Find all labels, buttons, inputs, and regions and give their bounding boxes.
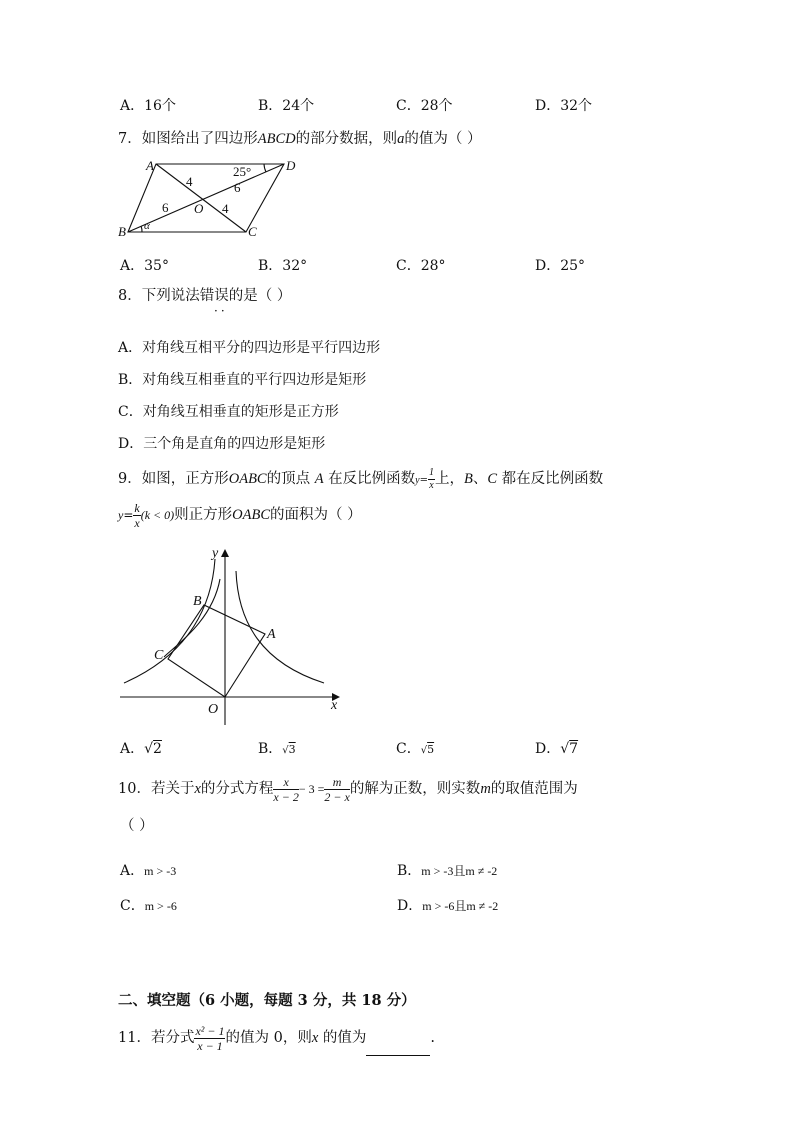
- q10-fraction-right: $\frac{m}{2 - x}$: [324, 774, 350, 804]
- q11-fraction: $\frac{\text{x² − 1}}{x - 1}$: [195, 1023, 225, 1053]
- q9-func2-fraction: $\frac{k}{x}$: [134, 500, 140, 530]
- q7-option-a[interactable]: A．35°: [120, 258, 169, 274]
- q6-option-b[interactable]: B．24个: [258, 98, 315, 114]
- q7-stem: 7．如图给出了四边形ABCD的部分数据，则a的值为（ ）: [118, 131, 482, 147]
- q9-curve-second-quadrant-inner: [164, 579, 220, 657]
- q9-label-y: y: [212, 546, 219, 561]
- q10-stem: 10．若关于x的分式方程 $\frac{x}{x - 2}$ − 3 = $\frac{m}{2 - x}$ 的解为正数，则实数m的取值范围为: [118, 774, 578, 804]
- q11-answer-blank[interactable]: [366, 1041, 430, 1056]
- sqrt-symbol-icon: √: [144, 741, 154, 757]
- q8-option-b[interactable]: B．对角线互相垂直的平行四边形是矩形: [118, 372, 367, 388]
- q8-stem: 8．下列说法错误的是（ ）: [118, 288, 292, 304]
- q7-parallelogram-figure: [112, 156, 297, 241]
- q7-seg-oc: 4: [222, 201, 229, 216]
- q9-option-b[interactable]: B．√3: [258, 741, 296, 757]
- q10-option-d[interactable]: D．m > -6且m ≠ -2: [397, 898, 499, 914]
- q8-option-a[interactable]: A．对角线互相平分的四边形是平行四边形: [118, 340, 381, 356]
- q9-label-c: C: [154, 648, 164, 663]
- q7-label-a: A: [146, 158, 154, 173]
- q9-label-x: x: [331, 698, 338, 713]
- q7-label-b: B: [118, 224, 126, 239]
- q9-square-oabc: [168, 605, 265, 697]
- q9-label-b: B: [193, 594, 202, 609]
- sqrt-symbol-icon: √: [560, 741, 570, 757]
- q7-seg-od: 6: [234, 180, 241, 195]
- q9-option-a[interactable]: A．√2: [120, 741, 162, 757]
- q9-option-d[interactable]: D．√7: [535, 741, 579, 757]
- sqrt-symbol-icon: √: [282, 745, 289, 756]
- q10-fraction-left: $\frac{x}{x - 2}$: [273, 774, 299, 804]
- q9-func1-fraction: $\frac{1}{x}$: [429, 466, 435, 491]
- q7-option-c[interactable]: C．28°: [396, 258, 446, 274]
- q7-label-o: O: [194, 201, 204, 216]
- q6-option-a[interactable]: A．16个: [120, 98, 176, 114]
- q9-option-c[interactable]: C．√5: [396, 741, 435, 757]
- q7-angle-arc-d: [264, 164, 266, 172]
- q7-option-d[interactable]: D．25°: [535, 258, 586, 274]
- q6-option-c[interactable]: C．28个: [396, 98, 453, 114]
- q10-option-a[interactable]: A．m > -3: [120, 863, 177, 879]
- q10-option-c[interactable]: C．m > -6: [120, 898, 177, 914]
- q7-label-d: D: [286, 158, 296, 173]
- q9-curve-second-quadrant-outer: [124, 559, 215, 683]
- sqrt-symbol-icon: √: [420, 745, 428, 756]
- section-heading: 二、填空题（6 小题，每题 3 分，共 18 分）: [118, 992, 416, 1009]
- q9-stem-line2: y= $\frac{k}{x}$ (k < 0)则正方形OABC的面积为（ ）: [118, 500, 362, 530]
- q7-angle-b-label: α: [144, 220, 150, 232]
- q7-label-c: C: [248, 224, 257, 239]
- q8-option-d[interactable]: D．三个角是直角的四边形是矩形: [118, 436, 326, 452]
- q6-option-d[interactable]: D．32个: [535, 98, 593, 114]
- q7-angle-d-label: 25°: [233, 164, 252, 179]
- q11-stem: 11．若分式 $\frac{\text{x² − 1}}{x - 1}$ 的值为 0，则x 的值为 .: [118, 1020, 435, 1056]
- q9-label-a: A: [267, 627, 276, 642]
- q8-emphasis-dots: ··: [214, 304, 228, 318]
- q8-option-c[interactable]: C．对角线互相垂直的矩形是正方形: [118, 404, 339, 420]
- q9-stem-line1: 9．如图，正方形OABC的顶点 A 在反比例函数y= $\frac{1}{x}$ 上，B、C 都在反比例函数: [118, 466, 604, 491]
- q10-answer-paren: （ ）: [120, 818, 154, 834]
- q10-option-b[interactable]: B．m > -3且m ≠ -2: [397, 863, 498, 879]
- q7-option-b[interactable]: B．32°: [258, 258, 308, 274]
- q9-label-o: O: [208, 702, 219, 717]
- q7-angle-arc-b: [141, 226, 142, 232]
- q7-seg-ao: 4: [186, 174, 193, 189]
- q7-seg-bo: 6: [162, 200, 169, 215]
- q9-coordinate-figure: [112, 543, 352, 728]
- q9-y-axis-arrow: [221, 549, 229, 557]
